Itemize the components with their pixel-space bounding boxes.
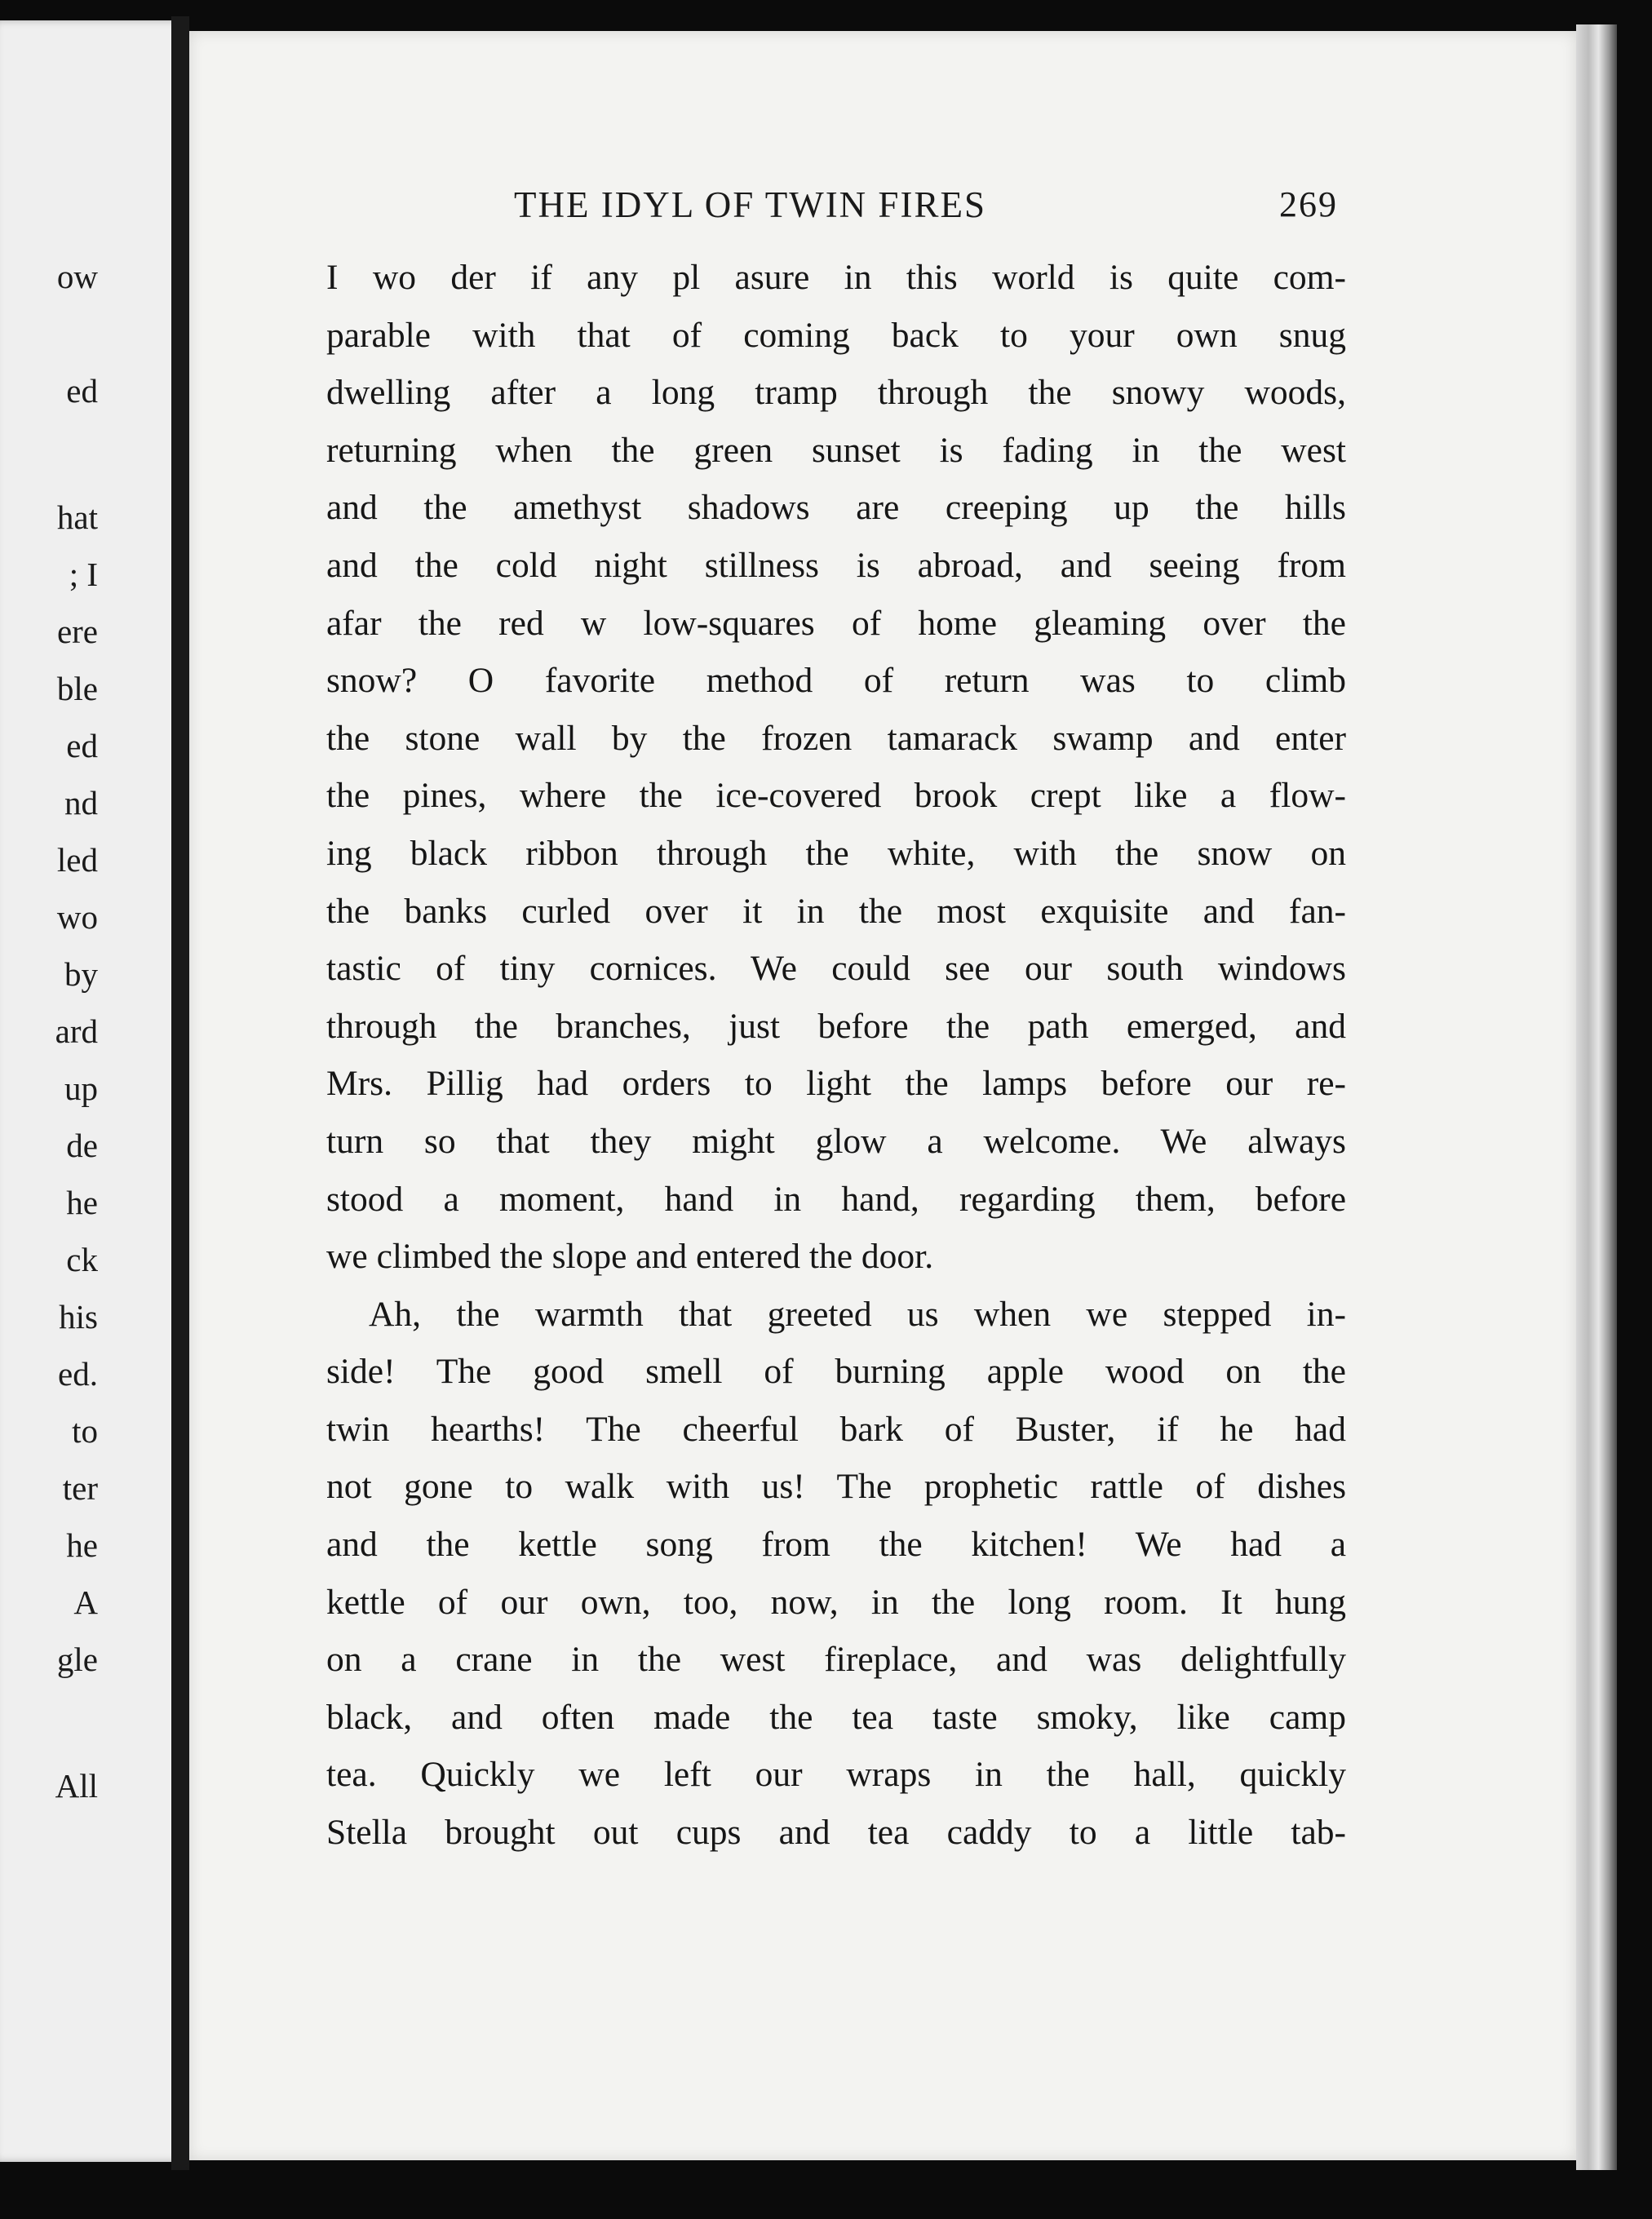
text-line: on a crane in the west fireplace, and was delightfully (326, 1640, 1346, 1680)
prev-fragment: ard (55, 1012, 98, 1050)
text-line: and the amethyst shadows are creeping up the hills (326, 488, 1346, 528)
text-line: and the cold night stillness is abroad, and seeing from (326, 545, 1346, 585)
text-line: the stone wall by the frozen tamarack swamp and enter (326, 718, 1346, 758)
text-line: through the branches, just before the path emerged, and (326, 1006, 1346, 1046)
previous-page-text (0, 20, 186, 2162)
text-line: Ah, the warmth that greeted us when we stepped in- (369, 1294, 1346, 1334)
prev-fragment: de (66, 1127, 98, 1164)
text-line: and the kettle song from the kitchen! We had a (326, 1525, 1346, 1565)
text-line: the pines, where the ice-covered brook crept like a flow- (326, 776, 1346, 816)
text-line: returning when the green sunset is fading in the west (326, 430, 1346, 470)
prev-fragment: nd (64, 784, 98, 822)
text-line: black, and often made the tea taste smoky, like camp (326, 1697, 1346, 1737)
prev-fragment: hat (56, 498, 98, 536)
prev-fragment: he (66, 1526, 98, 1564)
prev-fragment: ed (66, 727, 98, 764)
text-line: I wo der if any pl asure in this world is quite com- (326, 258, 1346, 297)
text-line: tea. Quickly we left our wraps in the hall, quickly (326, 1755, 1346, 1795)
text-line: parable with that of coming back to your own snug (326, 315, 1346, 355)
text-line: dwelling after a long tramp through the snowy woods, (326, 373, 1346, 413)
prev-fragment: his (59, 1298, 98, 1335)
prev-fragment: wo (56, 898, 98, 936)
text-line: twin hearths! The cheerful bark of Buster, if he had (326, 1409, 1346, 1449)
prev-fragment: to (72, 1412, 98, 1450)
text-line: turn so that they might glow a welcome. We always (326, 1121, 1346, 1161)
prev-fragment: ble (56, 670, 98, 707)
text-line: the banks curled over it in the most exquisite and fan- (326, 891, 1346, 931)
text-line: stood a moment, hand in hand, regarding them, before (326, 1179, 1346, 1219)
body-text (326, 249, 1346, 1862)
page-number: 269 (1279, 184, 1338, 224)
prev-fragment: ed (66, 372, 98, 410)
text-line: side! The good smell of burning apple wood on the (326, 1352, 1346, 1392)
text-line: Mrs. Pillig had orders to light the lamps before our re- (326, 1064, 1346, 1104)
page-header (514, 184, 1338, 241)
prev-fragment: All (55, 1767, 98, 1805)
text-line: tastic of tiny cornices. We could see our south windows (326, 949, 1346, 989)
text-line: not gone to walk with us! The prophetic rattle of dishes (326, 1467, 1346, 1507)
prev-fragment: ow (56, 258, 98, 295)
prev-fragment: ed. (58, 1355, 98, 1393)
text-line: kettle of our own, too, now, in the long room. It hung (326, 1582, 1346, 1622)
prev-fragment: gle (56, 1641, 98, 1678)
text-line: Stella brought out cups and tea caddy to a little tab- (326, 1813, 1346, 1853)
prev-fragment: he (66, 1184, 98, 1221)
book-gutter (171, 16, 189, 2170)
text-line: snow? O favorite method of return was to climb (326, 661, 1346, 701)
prev-fragment: led (56, 841, 98, 879)
prev-fragment: A (73, 1583, 98, 1621)
text-line: ing black ribbon through the white, with the snow on (326, 833, 1346, 873)
prev-fragment: ere (56, 613, 98, 650)
prev-fragment: ter (62, 1469, 98, 1507)
page-stack-edge (1576, 24, 1617, 2170)
running-title: THE IDYL OF TWIN FIRES (514, 184, 986, 225)
text-line: afar the red w low-squares of home gleaming over the (326, 603, 1346, 643)
prev-fragment: ; I (69, 556, 98, 593)
prev-fragment: by (64, 955, 98, 993)
prev-fragment: up (64, 1070, 98, 1107)
prev-fragment: ck (66, 1241, 98, 1278)
previous-page-edge (0, 20, 186, 2162)
text-line: we climbed the slope and entered the door. (326, 1237, 934, 1277)
